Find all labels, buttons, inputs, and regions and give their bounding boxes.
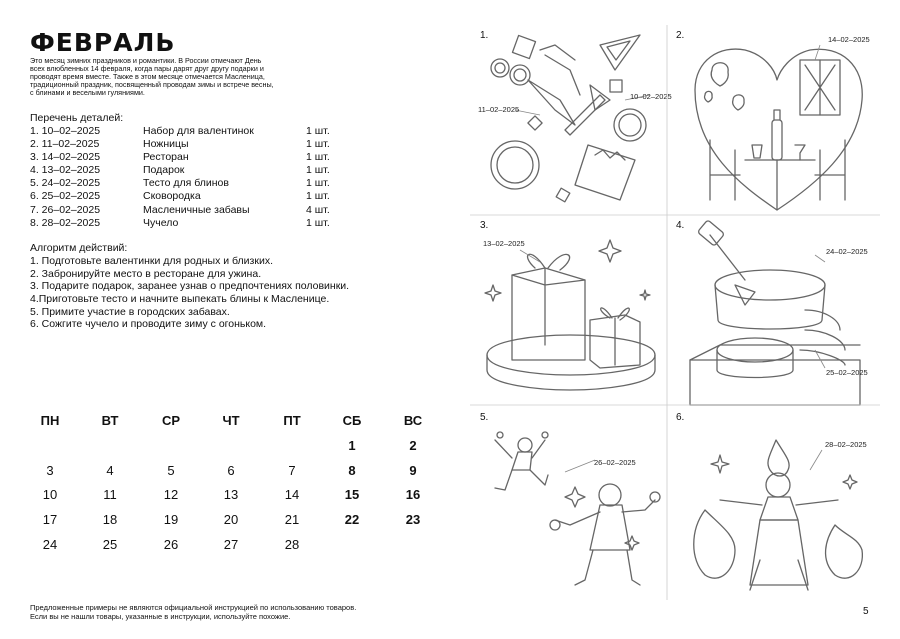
- footer-line: Предложенные примеры не являются официальной инструкцией по использованию товаров.: [30, 603, 357, 612]
- calendar-day: 23: [405, 512, 421, 527]
- part-name: Тесто для блинов: [143, 177, 229, 190]
- part-name: Сковородка: [143, 190, 201, 203]
- calendar-day: 27: [223, 537, 239, 552]
- part-name: Ножницы: [143, 138, 189, 151]
- weekday-header: ПТ: [283, 413, 301, 428]
- calendar-day: 1: [348, 438, 356, 453]
- calendar-day: 16: [405, 487, 421, 502]
- algorithm-step: 1. Подготовьте валентинки для родных и близких.: [30, 255, 273, 267]
- weekday-header: ЧТ: [222, 413, 240, 428]
- calendar-day: 22: [344, 512, 360, 527]
- part-qty: 1 шт.: [306, 125, 330, 137]
- calendar-day: 12: [163, 487, 179, 502]
- weekday-header: СБ: [342, 413, 362, 428]
- page-number: 5: [863, 606, 869, 617]
- calendar-day: 28: [284, 537, 300, 552]
- calendar-day: 10: [42, 487, 58, 502]
- calendar-day: 24: [42, 537, 58, 552]
- algorithm-step: 4.Приготовьте тесто и начните выпекать блины к Масленице.: [30, 293, 330, 306]
- festivities-illustration: [495, 432, 660, 585]
- calendar-day: 8: [348, 463, 356, 478]
- restaurant-illustration: [695, 35, 870, 210]
- panel-number: 5.: [480, 412, 489, 423]
- part-qty: 1 шт.: [306, 138, 330, 151]
- part-date: 8. 28–02–2025: [30, 216, 101, 229]
- calendar-day: 14: [284, 487, 300, 502]
- page-title: ФЕВРАЛЬ: [30, 28, 176, 57]
- weekday-header: ВТ: [101, 413, 119, 428]
- calendar-day: 20: [223, 512, 239, 527]
- part-qty: 1 шт.: [306, 216, 330, 229]
- panel-number: 4.: [676, 220, 685, 231]
- parts-heading: Перечень деталей:: [30, 112, 124, 124]
- panel-number: 6.: [676, 412, 685, 423]
- pancakes-illustration: [690, 220, 868, 405]
- part-qty: 1 шт.: [306, 177, 330, 190]
- part-date: 2. 11–02–2025: [30, 138, 100, 151]
- algorithm-step: 3. Подарите подарок, заранее узнав о предпочтениях половинки.: [30, 280, 350, 293]
- valentine-kit-illustration: [478, 35, 672, 202]
- part-name: Подарок: [143, 164, 185, 177]
- weekday-header: ВС: [403, 413, 423, 428]
- panel-date: 28–02–2025: [825, 440, 867, 449]
- part-date: 7. 26–02–2025: [30, 203, 101, 216]
- part-qty: 4 шт.: [306, 203, 330, 216]
- algorithm-step: 6. Сожгите чучело и проводите зиму с огоньком.: [30, 318, 267, 331]
- calendar-day: 6: [227, 463, 235, 478]
- panel-date: 11–02–2025: [478, 105, 520, 114]
- part-date: 4. 13–02–2025: [30, 164, 101, 177]
- part-date: 3. 14–02–2025: [30, 151, 101, 164]
- calendar-day: 19: [163, 512, 179, 527]
- panel-date: 14–02–2025: [828, 35, 870, 44]
- footer-line: Если вы не нашли товары, указанные в инструкции, используйте похожие.: [30, 612, 291, 621]
- weekday-header: СР: [161, 413, 181, 428]
- part-name: Ресторан: [143, 151, 189, 164]
- intro-text: Это месяц зимних праздников и романтики. В России отмечают День всех влюбленных 14 февраля, когда пары дарят друг другу подарки и проводят время вместе. Также в этом месяце отмечается Масленица, традиционный праздник, посвященный проводам зимы и встрече весны, с блинами и веселыми гуляниями.: [30, 56, 274, 97]
- panel-date: 13–02–2025: [483, 239, 525, 248]
- algorithm-step: 5. Примите участие в городских забавах.: [30, 305, 230, 318]
- part-name: Масленичные забавы: [143, 203, 250, 216]
- calendar-day: 9: [409, 463, 417, 478]
- part-qty: 1 шт.: [306, 190, 330, 203]
- panel-number: 3.: [480, 220, 489, 231]
- algorithm-step: 2. Забронируйте место в ресторане для ужина.: [30, 267, 262, 280]
- part-date: 1. 10–02–2025: [30, 125, 101, 137]
- calendar-day: 25: [102, 537, 118, 552]
- panel-date: 26–02–2025: [594, 458, 636, 467]
- calendar-day: 7: [288, 463, 296, 478]
- scarecrow-illustration: [694, 440, 867, 590]
- calendar-day: 11: [103, 487, 117, 502]
- algorithm-heading: Алгоритм действий:: [30, 242, 128, 254]
- calendar-day: 13: [223, 487, 239, 502]
- panel-date: 24–02–2025: [826, 247, 868, 256]
- panel-date: 10–02–2025: [630, 92, 672, 101]
- weekday-header: ПН: [40, 413, 60, 428]
- calendar-day: 17: [42, 512, 58, 527]
- gift-illustration: [483, 239, 655, 390]
- part-name: Набор для валентинок: [143, 125, 254, 137]
- calendar-day: 15: [344, 487, 360, 502]
- calendar-day: 2: [409, 438, 417, 453]
- part-date: 5. 24–02–2025: [30, 177, 101, 190]
- panel-number: 1.: [480, 30, 489, 41]
- calendar-day: 3: [46, 463, 54, 478]
- part-date: 6. 25–02–2025: [30, 190, 101, 203]
- calendar-day: 26: [163, 537, 179, 552]
- part-qty: 1 шт.: [306, 151, 330, 164]
- part-name: Чучело: [143, 216, 179, 229]
- panel-date: 25–02–2025: [826, 368, 868, 377]
- calendar-day: 21: [284, 512, 300, 527]
- part-qty: 1 шт.: [306, 164, 330, 177]
- calendar-day: 4: [106, 463, 114, 478]
- panel-number: 2.: [676, 30, 685, 41]
- calendar-day: 5: [167, 463, 175, 478]
- calendar-day: 18: [102, 512, 118, 527]
